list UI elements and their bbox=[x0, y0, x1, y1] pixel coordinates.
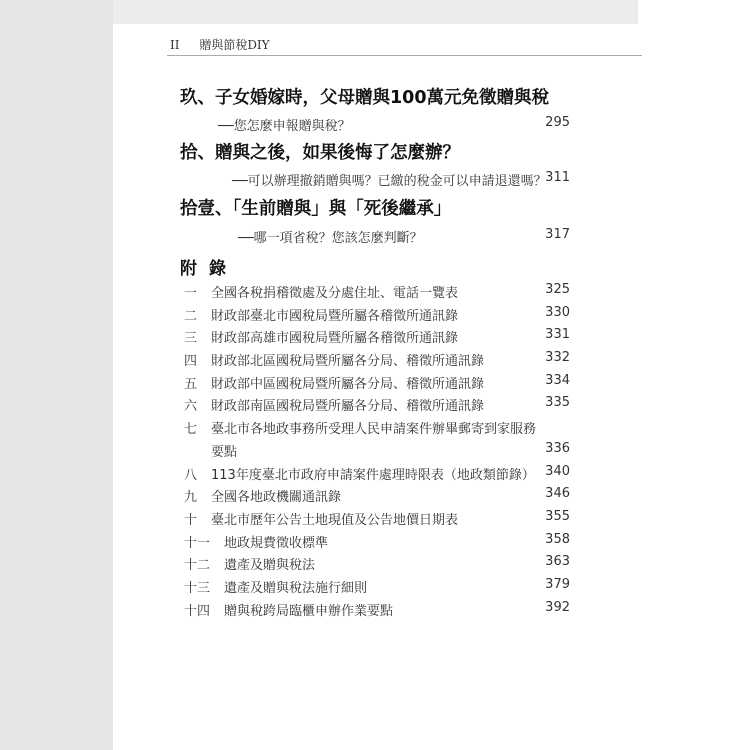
appendix-item bbox=[184, 371, 570, 394]
appendix-item-page: 358 bbox=[545, 531, 570, 547]
appendix-item-continuation bbox=[184, 439, 570, 462]
appendix-item bbox=[184, 530, 570, 553]
appendix-item-page: 355 bbox=[545, 508, 570, 524]
appendix-item-page: 346 bbox=[545, 486, 570, 502]
appendix-item-number: 三 bbox=[184, 331, 198, 347]
left-margin-band bbox=[0, 0, 113, 750]
chapter-page-number: 317 bbox=[545, 227, 570, 242]
appendix-item bbox=[184, 303, 570, 326]
running-header bbox=[170, 36, 270, 53]
appendix-item-title: 財政部高雄市國稅局暨所屬各稽徵所通訊錄 bbox=[211, 331, 459, 347]
appendix-item-title: 贈與稅跨局臨櫃申辦作業要點 bbox=[224, 603, 394, 619]
appendix-item-page: 335 bbox=[545, 395, 570, 411]
appendix-item bbox=[184, 484, 570, 507]
appendix-item-page: 392 bbox=[545, 599, 570, 615]
appendix-item-title: 全國各地政機關通訊錄 bbox=[211, 490, 342, 506]
appendix-item-number: 十一 bbox=[184, 535, 211, 551]
appendix-item-title: 臺北市歷年公告土地現值及公告地價日期表 bbox=[211, 512, 459, 528]
appendix-item-page: 325 bbox=[545, 282, 570, 297]
appendix-item-number: 十三 bbox=[184, 580, 211, 596]
appendix-item-number: 十二 bbox=[184, 558, 211, 574]
appendix-item bbox=[184, 598, 570, 621]
appendix-heading: 附錄 bbox=[180, 259, 238, 279]
appendix-item-title: 遺產及贈與稅法施行細則 bbox=[224, 580, 368, 596]
appendix-item-page: 379 bbox=[545, 576, 570, 592]
appendix-item-number: 十四 bbox=[184, 603, 211, 619]
appendix-item-number: 七 bbox=[184, 422, 198, 438]
appendix-item-title: 財政部臺北市國稅局暨所屬各稽徵所通訊錄 bbox=[211, 308, 459, 324]
chapter-title: 拾、贈與之後，如果後悔了怎麼辦？ bbox=[180, 143, 460, 163]
appendix-item-number: 八 bbox=[184, 467, 198, 483]
appendix-item-number: 二 bbox=[184, 308, 198, 324]
appendix-item-title: 財政部北區國稅局暨所屬各分局、稽徵所通訊錄 bbox=[211, 354, 485, 370]
appendix-item-number: 五 bbox=[184, 376, 198, 392]
appendix-item bbox=[184, 575, 570, 598]
appendix-item-number: 十 bbox=[184, 512, 198, 528]
appendix-item-title: 全國各稅捐稽徵處及分處住址、電話一覽表 bbox=[211, 286, 459, 301]
chapter-title: 拾壹、「生前贈與」與「死後繼承」 bbox=[180, 199, 452, 219]
appendix-item bbox=[184, 348, 570, 371]
chapter-title: 玖、子女婚嫁時，父母贈與100萬元免徵贈與稅 bbox=[180, 88, 550, 108]
appendix-item-page: 363 bbox=[545, 554, 570, 570]
appendix-item-number: 四 bbox=[184, 354, 198, 370]
header-page-number: II bbox=[170, 38, 180, 52]
appendix-item-number: 六 bbox=[184, 399, 198, 415]
appendix-item bbox=[184, 393, 570, 416]
appendix-item-page: 331 bbox=[545, 327, 570, 343]
appendix-item-page: 336 bbox=[545, 440, 570, 456]
appendix-item-number: 一 bbox=[184, 286, 198, 301]
appendix-item-title: 地政規費徵收標準 bbox=[224, 535, 329, 551]
appendix-list bbox=[184, 280, 570, 620]
chapter-subtitle: ──哪一項省稅？您該怎麼判斷？ bbox=[238, 231, 423, 246]
appendix-item-page: 334 bbox=[545, 372, 570, 388]
appendix-item bbox=[184, 507, 570, 530]
appendix-item bbox=[184, 325, 570, 348]
appendix-item bbox=[184, 416, 570, 439]
appendix-item-title: 臺北市各地政事務所受理人民申請案件辦畢郵寄到家服務 bbox=[211, 422, 537, 438]
appendix-item-title: 113年度臺北市政府申請案件處理時限表（地政類節錄） bbox=[211, 467, 535, 483]
header-rule bbox=[167, 55, 642, 56]
appendix-item-page: 332 bbox=[545, 350, 570, 366]
appendix-item bbox=[184, 280, 570, 303]
appendix-item-title: 財政部南區國稅局暨所屬各分局、稽徵所通訊錄 bbox=[211, 399, 485, 415]
chapter-subtitle: ──可以辦理撤銷贈與嗎？已繳的稅金可以申請退還嗎？ bbox=[232, 174, 547, 189]
appendix-item-title: 遺產及贈與稅法 bbox=[224, 558, 316, 574]
appendix-item bbox=[184, 462, 570, 485]
appendix-item-page: 330 bbox=[545, 304, 570, 320]
appendix-item-page: 340 bbox=[545, 463, 570, 479]
chapter-page-number: 311 bbox=[545, 170, 570, 185]
appendix-item bbox=[184, 552, 570, 575]
chapter-page-number: 295 bbox=[545, 115, 570, 130]
top-strip bbox=[113, 0, 638, 24]
header-book-title: 贈與節稅DIY bbox=[199, 38, 270, 52]
chapter-subtitle: ──您怎麼申報贈與稅？ bbox=[218, 119, 351, 134]
appendix-item-title-continued: 要點 bbox=[211, 444, 238, 460]
appendix-item-title: 財政部中區國稅局暨所屬各分局、稽徵所通訊錄 bbox=[211, 376, 485, 392]
appendix-item-number: 九 bbox=[184, 490, 198, 506]
